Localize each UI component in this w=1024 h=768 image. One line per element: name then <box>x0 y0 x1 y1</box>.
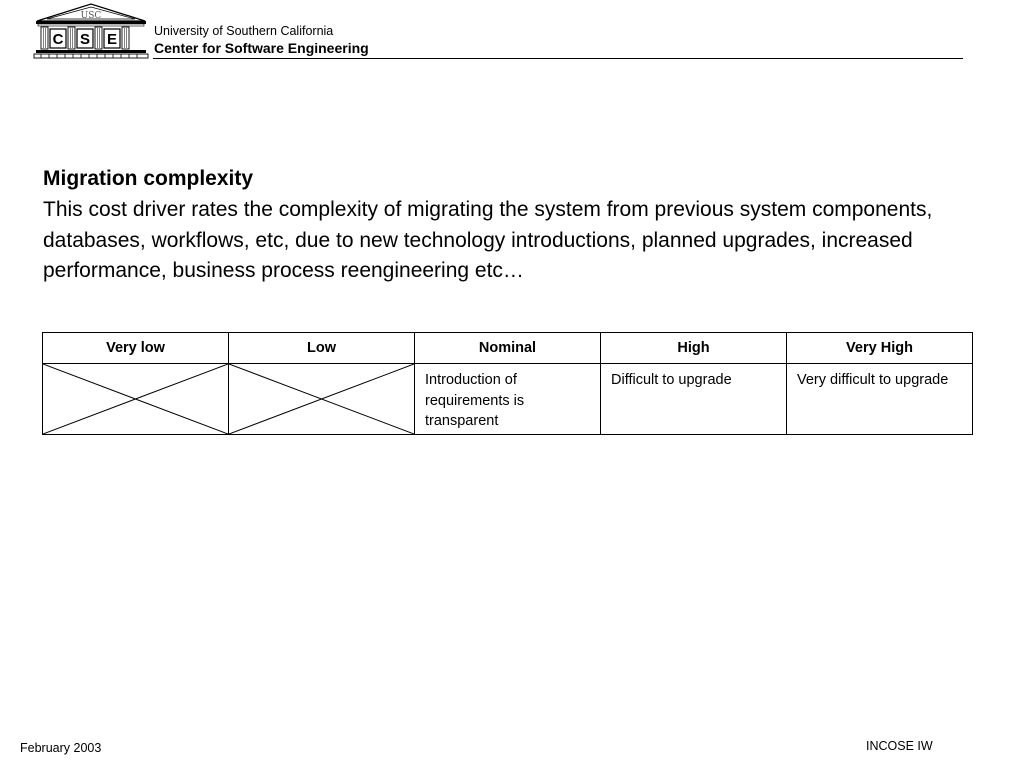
cross-out-mark <box>43 364 228 434</box>
cell-high <box>601 364 787 435</box>
logo-letter-e: E <box>106 31 118 48</box>
cell-nominal-text: Introduction of requirements is transparent <box>425 372 525 429</box>
cross-out-mark <box>229 364 414 434</box>
cell-very-high <box>787 364 973 435</box>
table-row <box>43 364 973 435</box>
rating-scale-table <box>42 332 973 435</box>
header-divider <box>153 58 963 59</box>
column-header-nominal: Nominal <box>415 333 601 364</box>
column-header-very-low: Very low <box>43 333 229 364</box>
footer-event: INCOSE IW <box>866 739 933 753</box>
cell-very-high-text: Very difficult to upgrade <box>797 372 949 388</box>
cell-high-text: Difficult to upgrade <box>611 372 732 388</box>
cell-nominal <box>415 364 601 435</box>
center-name: Center for Software Engineering <box>154 40 369 56</box>
slide-description: This cost driver rates the complexity of migrating the system from previous system components, databases, workflows, etc, due to new technology introductions, planned upgrades, increased performance, business process reengineering etc… <box>43 198 933 282</box>
logo-letter-s: S <box>79 31 91 48</box>
column-header-low: Low <box>229 333 415 364</box>
footer-date: February 2003 <box>20 741 102 755</box>
logo-letter-c: C <box>52 31 64 48</box>
university-name: University of Southern California <box>154 24 334 38</box>
cse-logo-graphic <box>33 3 149 61</box>
column-header-very-high: Very High <box>787 333 973 364</box>
column-header-high: High <box>601 333 787 364</box>
slide-title: Migration complexity <box>43 167 254 190</box>
cell-low-not-applicable <box>229 364 415 435</box>
table-header-row <box>43 333 973 364</box>
logo-pediment-text: USC <box>80 11 102 21</box>
cse-logo <box>33 3 149 61</box>
cell-very-low-not-applicable <box>43 364 229 435</box>
